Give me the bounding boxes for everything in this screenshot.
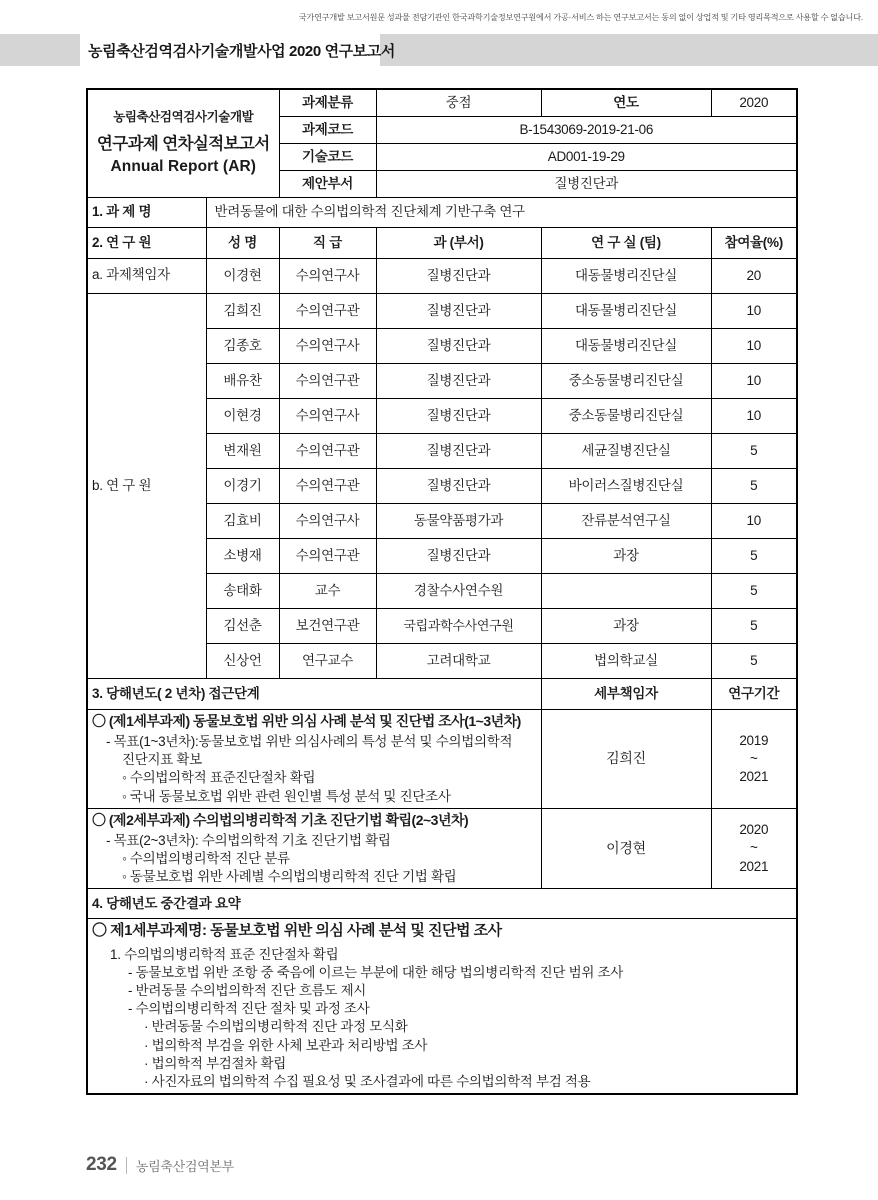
title-meta-row-1 xyxy=(87,89,797,117)
task-line: ◦ 국내 동물보호법 위반 관련 원인별 특성 분석 및 진단조사 xyxy=(122,788,451,804)
member-lab: 바이러스질병진단실 xyxy=(541,469,711,504)
task-period xyxy=(711,710,797,809)
member-name: 배유찬 xyxy=(206,364,279,399)
member-name: 김선춘 xyxy=(206,609,279,644)
member-name: 변재원 xyxy=(206,434,279,469)
member-dept: 질병진단과 xyxy=(376,469,541,504)
section1-label: 1. 과 제 명 xyxy=(87,198,206,228)
member-dept: 질병진단과 xyxy=(376,399,541,434)
table-row xyxy=(87,808,797,889)
section4-label: 4. 당해년도 중간결과 요약 xyxy=(87,889,797,919)
member-dept: 질병진단과 xyxy=(376,294,541,329)
member-rank: 수의연구관 xyxy=(279,364,376,399)
project-name-row xyxy=(87,198,797,228)
year-value: 2020 xyxy=(711,89,797,117)
member-lab: 대동물병리진단실 xyxy=(541,294,711,329)
project-code-value: B-1543069-2019-21-06 xyxy=(376,117,797,144)
member-rate: 10 xyxy=(711,329,797,364)
section1-value: 반려동물에 대한 수의법의학적 진단체계 기반구축 연구 xyxy=(206,198,797,228)
period-to: 2021 xyxy=(739,768,769,784)
member-lab: 과장 xyxy=(541,539,711,574)
section4-header-row xyxy=(87,889,797,919)
task-heading: 〇 (제1세부과제) 동물보호법 위반 의심 사례 분석 및 진단법 조사(1~3년차) xyxy=(92,713,521,729)
report-page xyxy=(0,66,878,1095)
member-rank: 보건연구관 xyxy=(279,609,376,644)
document-title-ko: 연구과제 연차실적보고서 xyxy=(96,134,270,153)
task-line: ◦ 수의법의병리학적 진단 분류 xyxy=(122,850,290,866)
annual-report-table xyxy=(86,88,798,1095)
member-name: 소병재 xyxy=(206,539,279,574)
period-tilde: ~ xyxy=(749,750,758,766)
page-number: 232 xyxy=(86,1154,117,1175)
summary-cell xyxy=(87,919,797,1095)
summary-line: · 반려동물 수의법의병리학적 진단 과정 모식화 xyxy=(144,1019,408,1035)
summary-line: 1. 수의법의병리학적 표준 진단절차 확립 xyxy=(110,946,339,962)
member-lab: 중소동물병리진단실 xyxy=(541,399,711,434)
task-line: - 목표(1~3년차):동물보호법 위반 의심사례의 특성 분석 및 수의법의학적 xyxy=(106,733,513,749)
member-rate: 5 xyxy=(711,434,797,469)
summary-line: - 반려동물 수의법의학적 진단 흐름도 제시 xyxy=(128,983,367,998)
member-lab: 잔류분석연구실 xyxy=(541,504,711,539)
member-name: 이경기 xyxy=(206,469,279,504)
member-rank: 연구교수 xyxy=(279,644,376,679)
year-label: 연도 xyxy=(541,89,711,117)
member-lab xyxy=(541,574,711,609)
running-header xyxy=(0,34,878,66)
disclaimer-bar xyxy=(0,0,878,34)
column-header-rate: 참여율(%) xyxy=(711,228,797,259)
member-rate: 10 xyxy=(711,399,797,434)
member-lab: 중소동물병리진단실 xyxy=(541,364,711,399)
section3-header-row xyxy=(87,679,797,710)
project-code-label: 과제코드 xyxy=(279,117,376,144)
member-rate: 10 xyxy=(711,294,797,329)
footer-organization: 농림축산검역본부 xyxy=(135,1158,234,1174)
member-rank: 수의연구사 xyxy=(279,329,376,364)
member-dept: 동물약품평가과 xyxy=(376,504,541,539)
summary-line: · 사진자료의 법의학적 수집 필요성 및 조사결과에 따른 수의법의학적 부검 적용 xyxy=(144,1074,591,1090)
task-manager: 김희진 xyxy=(541,710,711,809)
program-name: 농림축산검역검사기술개발 xyxy=(113,109,254,124)
summary-line: - 동물보호법 위반 조항 중 죽음에 이르는 부분에 대한 해당 법의병리학적 진단 범위 조사 xyxy=(128,964,623,980)
member-rate: 5 xyxy=(711,574,797,609)
member-lab: 대동물병리진단실 xyxy=(541,329,711,364)
column-header-manager: 세부책임자 xyxy=(541,679,711,710)
summary-line: · 법의학적 부검을 위한 사체 보관과 처리방법 조사 xyxy=(144,1037,428,1053)
summary-line: - 수의법의병리학적 진단 절차 및 과정 조사 xyxy=(128,1001,370,1017)
dept-label: 제안부서 xyxy=(279,171,376,198)
leader-rate: 20 xyxy=(711,259,797,294)
task-detail-cell xyxy=(87,710,541,809)
member-name: 신상언 xyxy=(206,644,279,679)
member-rate: 5 xyxy=(711,644,797,679)
column-header-rank: 직 급 xyxy=(279,228,376,259)
member-rank: 수의연구관 xyxy=(279,294,376,329)
member-rate: 5 xyxy=(711,609,797,644)
member-rate: 5 xyxy=(711,539,797,574)
column-header-dept: 과 (부서) xyxy=(376,228,541,259)
member-rank: 수의연구사 xyxy=(279,504,376,539)
column-header-period: 연구기간 xyxy=(711,679,797,710)
disclaimer-text: 국가연구개발 보고서원문 성과물 전담기관인 한국과학기술정보연구원에서 가공·서비스 하는 연구보고서는 동의 없이 상업적 및 기타 영리목적으로 사용할 수 없습니다. xyxy=(299,12,864,22)
member-dept: 질병진단과 xyxy=(376,434,541,469)
task-heading: 〇 (제2세부과제) 수의법의병리학적 기초 진단기법 확립(2~3년차) xyxy=(92,811,469,828)
summary-line: · 법의학적 부검절차 확립 xyxy=(144,1055,286,1071)
member-lab: 과장 xyxy=(541,609,711,644)
member-name: 이현경 xyxy=(206,399,279,434)
member-rate: 5 xyxy=(711,469,797,504)
summary-heading: 〇 제1세부과제명: 동물보호법 위반 의심 사례 분석 및 진단법 조사 xyxy=(92,922,502,940)
table-row xyxy=(87,294,797,329)
column-header-lab: 연 구 실 (팀) xyxy=(541,228,711,259)
member-rate: 10 xyxy=(711,504,797,539)
member-rank: 수의연구관 xyxy=(279,469,376,504)
period-from: 2020 xyxy=(739,822,769,838)
leader-dept: 질병진단과 xyxy=(376,259,541,294)
leader-rank: 수의연구사 xyxy=(279,259,376,294)
category-label: 과제분류 xyxy=(279,89,376,117)
member-rank: 수의연구관 xyxy=(279,434,376,469)
task-line: 진단지표 확보 xyxy=(122,752,202,768)
category-value: 중점 xyxy=(376,89,541,117)
period-tilde: ~ xyxy=(749,840,758,856)
member-rank: 교수 xyxy=(279,574,376,609)
researcher-header-row xyxy=(87,228,797,259)
member-dept: 고려대학교 xyxy=(376,644,541,679)
leader-role-label: a. 과제책임자 xyxy=(87,259,206,294)
member-dept: 질병진단과 xyxy=(376,539,541,574)
member-rank: 수의연구관 xyxy=(279,539,376,574)
task-manager: 이경현 xyxy=(541,808,711,889)
running-header-title: 농림축산검역검사기술개발사업 2020 연구보고서 xyxy=(88,42,396,60)
member-name: 송태화 xyxy=(206,574,279,609)
task-line: ◦ 동물보호법 위반 사례별 수의법의병리학적 진단 기법 확립 xyxy=(122,869,457,885)
table-row xyxy=(87,259,797,294)
task-line: - 목표(2~3년차): 수의법의학적 기초 진단기법 확립 xyxy=(106,832,391,848)
task-line: ◦ 수의법의학적 표준진단절차 확립 xyxy=(122,770,316,786)
document-title-en: Annual Report (AR) xyxy=(110,158,257,176)
member-dept: 질병진단과 xyxy=(376,329,541,364)
member-dept: 국립과학수사연구원 xyxy=(376,609,541,644)
tech-code-label: 기술코드 xyxy=(279,144,376,171)
tech-code-value: AD001-19-29 xyxy=(376,144,797,171)
member-lab: 세균질병진단실 xyxy=(541,434,711,469)
column-header-name: 성 명 xyxy=(206,228,279,259)
member-dept: 질병진단과 xyxy=(376,364,541,399)
dept-value: 질병진단과 xyxy=(376,171,797,198)
leader-lab: 대동물병리진단실 xyxy=(541,259,711,294)
task-period xyxy=(711,808,797,889)
member-lab: 법의학교실 xyxy=(541,644,711,679)
member-rate: 10 xyxy=(711,364,797,399)
period-to: 2021 xyxy=(739,858,769,874)
page-footer xyxy=(86,1154,234,1176)
section2-label: 2. 연 구 원 xyxy=(87,228,206,259)
member-name: 김종호 xyxy=(206,329,279,364)
title-block xyxy=(87,89,279,198)
table-row xyxy=(87,710,797,809)
footer-divider xyxy=(126,1157,127,1174)
member-rank: 수의연구사 xyxy=(279,399,376,434)
member-name: 김희진 xyxy=(206,294,279,329)
section4-body-row xyxy=(87,919,797,1095)
period-from: 2019 xyxy=(739,732,769,748)
task-detail-cell xyxy=(87,808,541,889)
member-name: 김효비 xyxy=(206,504,279,539)
member-role-label: b. 연 구 원 xyxy=(87,294,206,679)
leader-name: 이경현 xyxy=(206,259,279,294)
section3-label: 3. 당해년도( 2 년차) 접근단계 xyxy=(87,679,541,710)
member-dept: 경찰수사연수원 xyxy=(376,574,541,609)
